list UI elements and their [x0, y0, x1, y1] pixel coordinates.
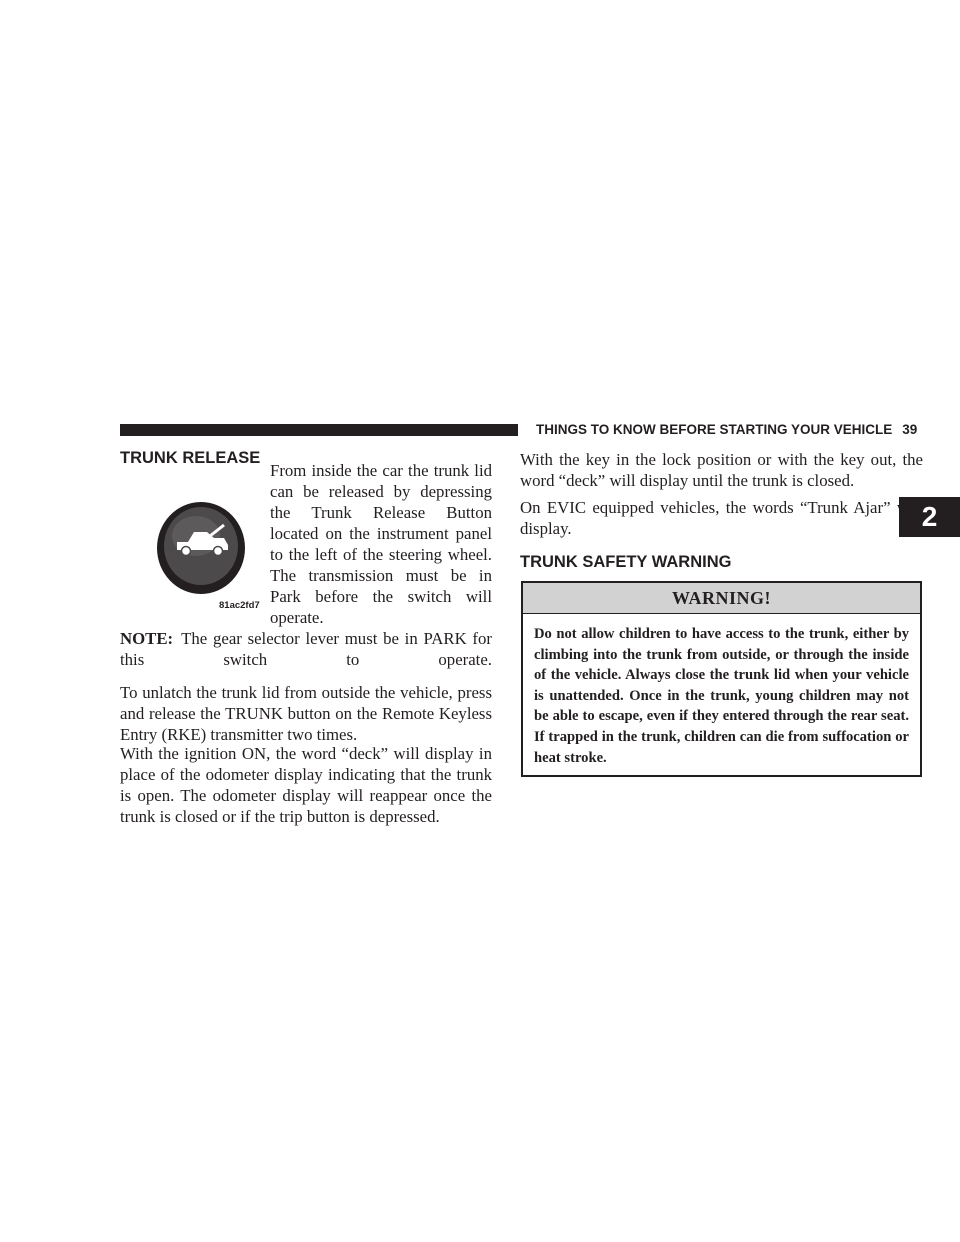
trunk-release-button-icon: [144, 488, 264, 616]
trunk-release-heading: TRUNK RELEASE: [120, 449, 261, 467]
running-title-text: THINGS TO KNOW BEFORE STARTING YOUR VEHICLE: [536, 422, 893, 437]
trunk-safety-heading: TRUNK SAFETY WARNING: [520, 553, 732, 571]
note-label: NOTE:: [120, 629, 174, 648]
header-rule-bar: [120, 424, 518, 436]
figure-code: 81ac2fd7: [219, 600, 260, 611]
note-text: The gear selector lever must be in PARK for this switch to operate.: [120, 629, 492, 669]
rke-paragraph: To unlatch the trunk lid from outside the vehicle, press and release the TRUNK button on the Remote Keyless Entry (RKE) transmitter two times.: [120, 683, 492, 744]
evic-paragraph: On EVIC equipped vehicles, the words “Trunk Ajar” will display.: [520, 498, 923, 538]
warning-title: WARNING!: [523, 583, 920, 614]
warning-box: [521, 581, 922, 777]
running-header: [120, 420, 960, 440]
chapter-tab: 2: [899, 497, 960, 537]
note-paragraph: [120, 628, 492, 670]
running-title: [536, 420, 917, 440]
key-paragraph: With the key in the lock position or with the key out, the word “deck” will display until the trunk is closed.: [520, 450, 923, 490]
page-number: 39: [902, 422, 918, 437]
deck-paragraph: With the ignition ON, the word “deck” will display in place of the odometer display indicating that the trunk is open. The odometer display will reappear once the trunk is closed or if the trip button is depressed.: [120, 744, 492, 826]
warning-text: Do not allow children to have access to the trunk, either by climbing into the trunk from outside, or through the inside of the vehicle. Always close the trunk lid when your vehicle is unattended. Once in the trunk, young children may not be able to escape, even if they entered through the rear seat. If trapped in the trunk, children can die from suffocation or heat stroke.: [534, 626, 909, 766]
trunk-release-intro: From inside the car the trunk lid can be released by depressing the Trunk Release Button located on the instrument panel to the left of the steering wheel. The transmission must be in Park before the switch will operate.: [270, 461, 492, 627]
